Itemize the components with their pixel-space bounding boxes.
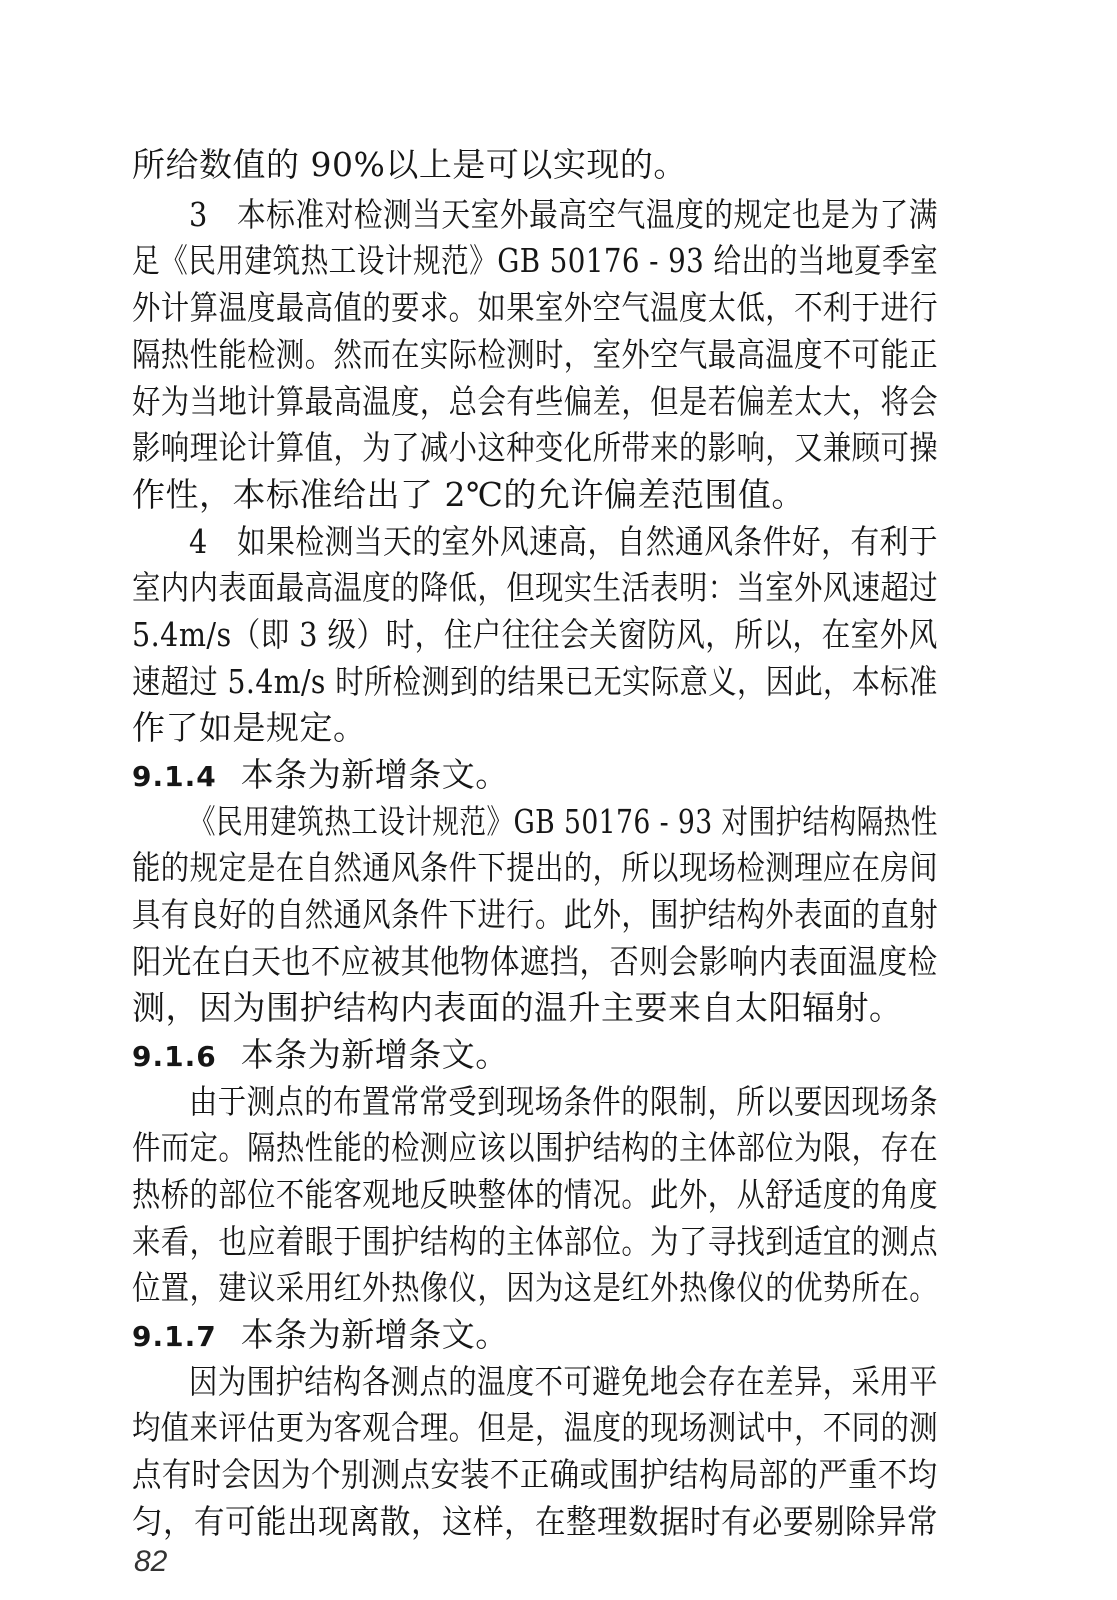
text-line: 5.4m/s（即 3 级）时，住户往往会关窗防风，所以，在室外风 — [132, 615, 938, 654]
paragraph-4-line-1: 4 如果检测当天的室外风速高，自然通风条件好，有利于 — [189, 522, 938, 561]
section-heading-9-1-6 — [132, 1030, 509, 1080]
text-line: 由于测点的布置常常受到现场条件的限制，所以要因现场条 — [189, 1082, 938, 1121]
text-line: 因为围护结构各测点的温度不可避免地会存在差异，采用平 — [189, 1362, 938, 1401]
section-number: 9.1.4 — [132, 760, 217, 793]
text-line: 室内内表面最高温度的降低，但现实生活表明：当室外风速超过 — [132, 568, 939, 607]
section-number: 9.1.7 — [132, 1320, 217, 1353]
section-heading-9-1-7 — [132, 1310, 509, 1360]
text-line: 件而定。隔热性能的检测应该以围护结构的主体部位为限，存在 — [132, 1128, 939, 1167]
section-number: 9.1.6 — [132, 1040, 217, 1073]
text-line: 好为当地计算最高温度，总会有些偏差，但是若偏差太大，将会 — [132, 382, 939, 421]
text-line: 足《民用建筑热工设计规范》GB 50176 - 93 给出的当地夏季室 — [132, 241, 939, 280]
text-line: 《民用建筑热工设计规范》GB 50176 - 93 对围护结构隔热性 — [189, 802, 938, 841]
section-title: 本条为新增条文。 — [240, 755, 509, 794]
text-line: 能的规定是在自然通风条件下提出的，所以现场检测理应在房间 — [132, 848, 939, 887]
text-line: 热桥的部位不能客观地反映整体的情况。此外，从舒适度的角度 — [132, 1175, 939, 1214]
text-line: 作了如是规定。 — [132, 708, 367, 747]
section-heading-9-1-4 — [132, 750, 509, 800]
text-line: 速超过 5.4m/s 时所检测到的结果已无实际意义，因此，本标准 — [132, 662, 938, 701]
text-line: 隔热性能检测。然而在实际检测时，室外空气最高温度不可能正 — [132, 335, 939, 374]
text-line: 位置，建议采用红外热像仪，因为这是红外热像仪的优势所在。 — [132, 1268, 939, 1307]
text-line: 所给数值的 90%以上是可以实现的。 — [132, 145, 687, 184]
text-line: 测，因为围护结构内表面的温升主要来自太阳辐射。 — [132, 988, 903, 1027]
text-line: 作性，本标准给出了 2℃的允许偏差范围值。 — [132, 475, 805, 514]
text-line: 来看，也应着眼于围护结构的主体部位。为了寻找到适宜的测点 — [132, 1222, 939, 1261]
section-title: 本条为新增条文。 — [240, 1315, 509, 1354]
page-number: 82 — [134, 1545, 168, 1578]
text-line: 均值来评估更为客观合理。但是，温度的现场测试中，不同的测 — [132, 1408, 939, 1447]
text-line: 匀，有可能出现离散，这样，在整理数据时有必要剔除异常 — [132, 1502, 939, 1541]
text-line: 具有良好的自然通风条件下进行。此外，围护结构外表面的直射 — [132, 895, 939, 934]
text-line: 点有时会因为个别测点安装不正确或围护结构局部的严重不均 — [132, 1455, 938, 1494]
text-line: 外计算温度最高值的要求。如果室外空气温度太低，不利于进行 — [132, 288, 939, 327]
paragraph-3-line-1: 3 本标准对检测当天室外最高空气温度的规定也是为了满 — [189, 195, 938, 234]
section-title: 本条为新增条文。 — [240, 1035, 509, 1074]
text-line: 阳光在白天也不应被其他物体遮挡，否则会影响内表面温度检 — [132, 942, 938, 981]
text-line: 影响理论计算值，为了减小这种变化所带来的影响，又兼顾可操 — [132, 428, 939, 467]
